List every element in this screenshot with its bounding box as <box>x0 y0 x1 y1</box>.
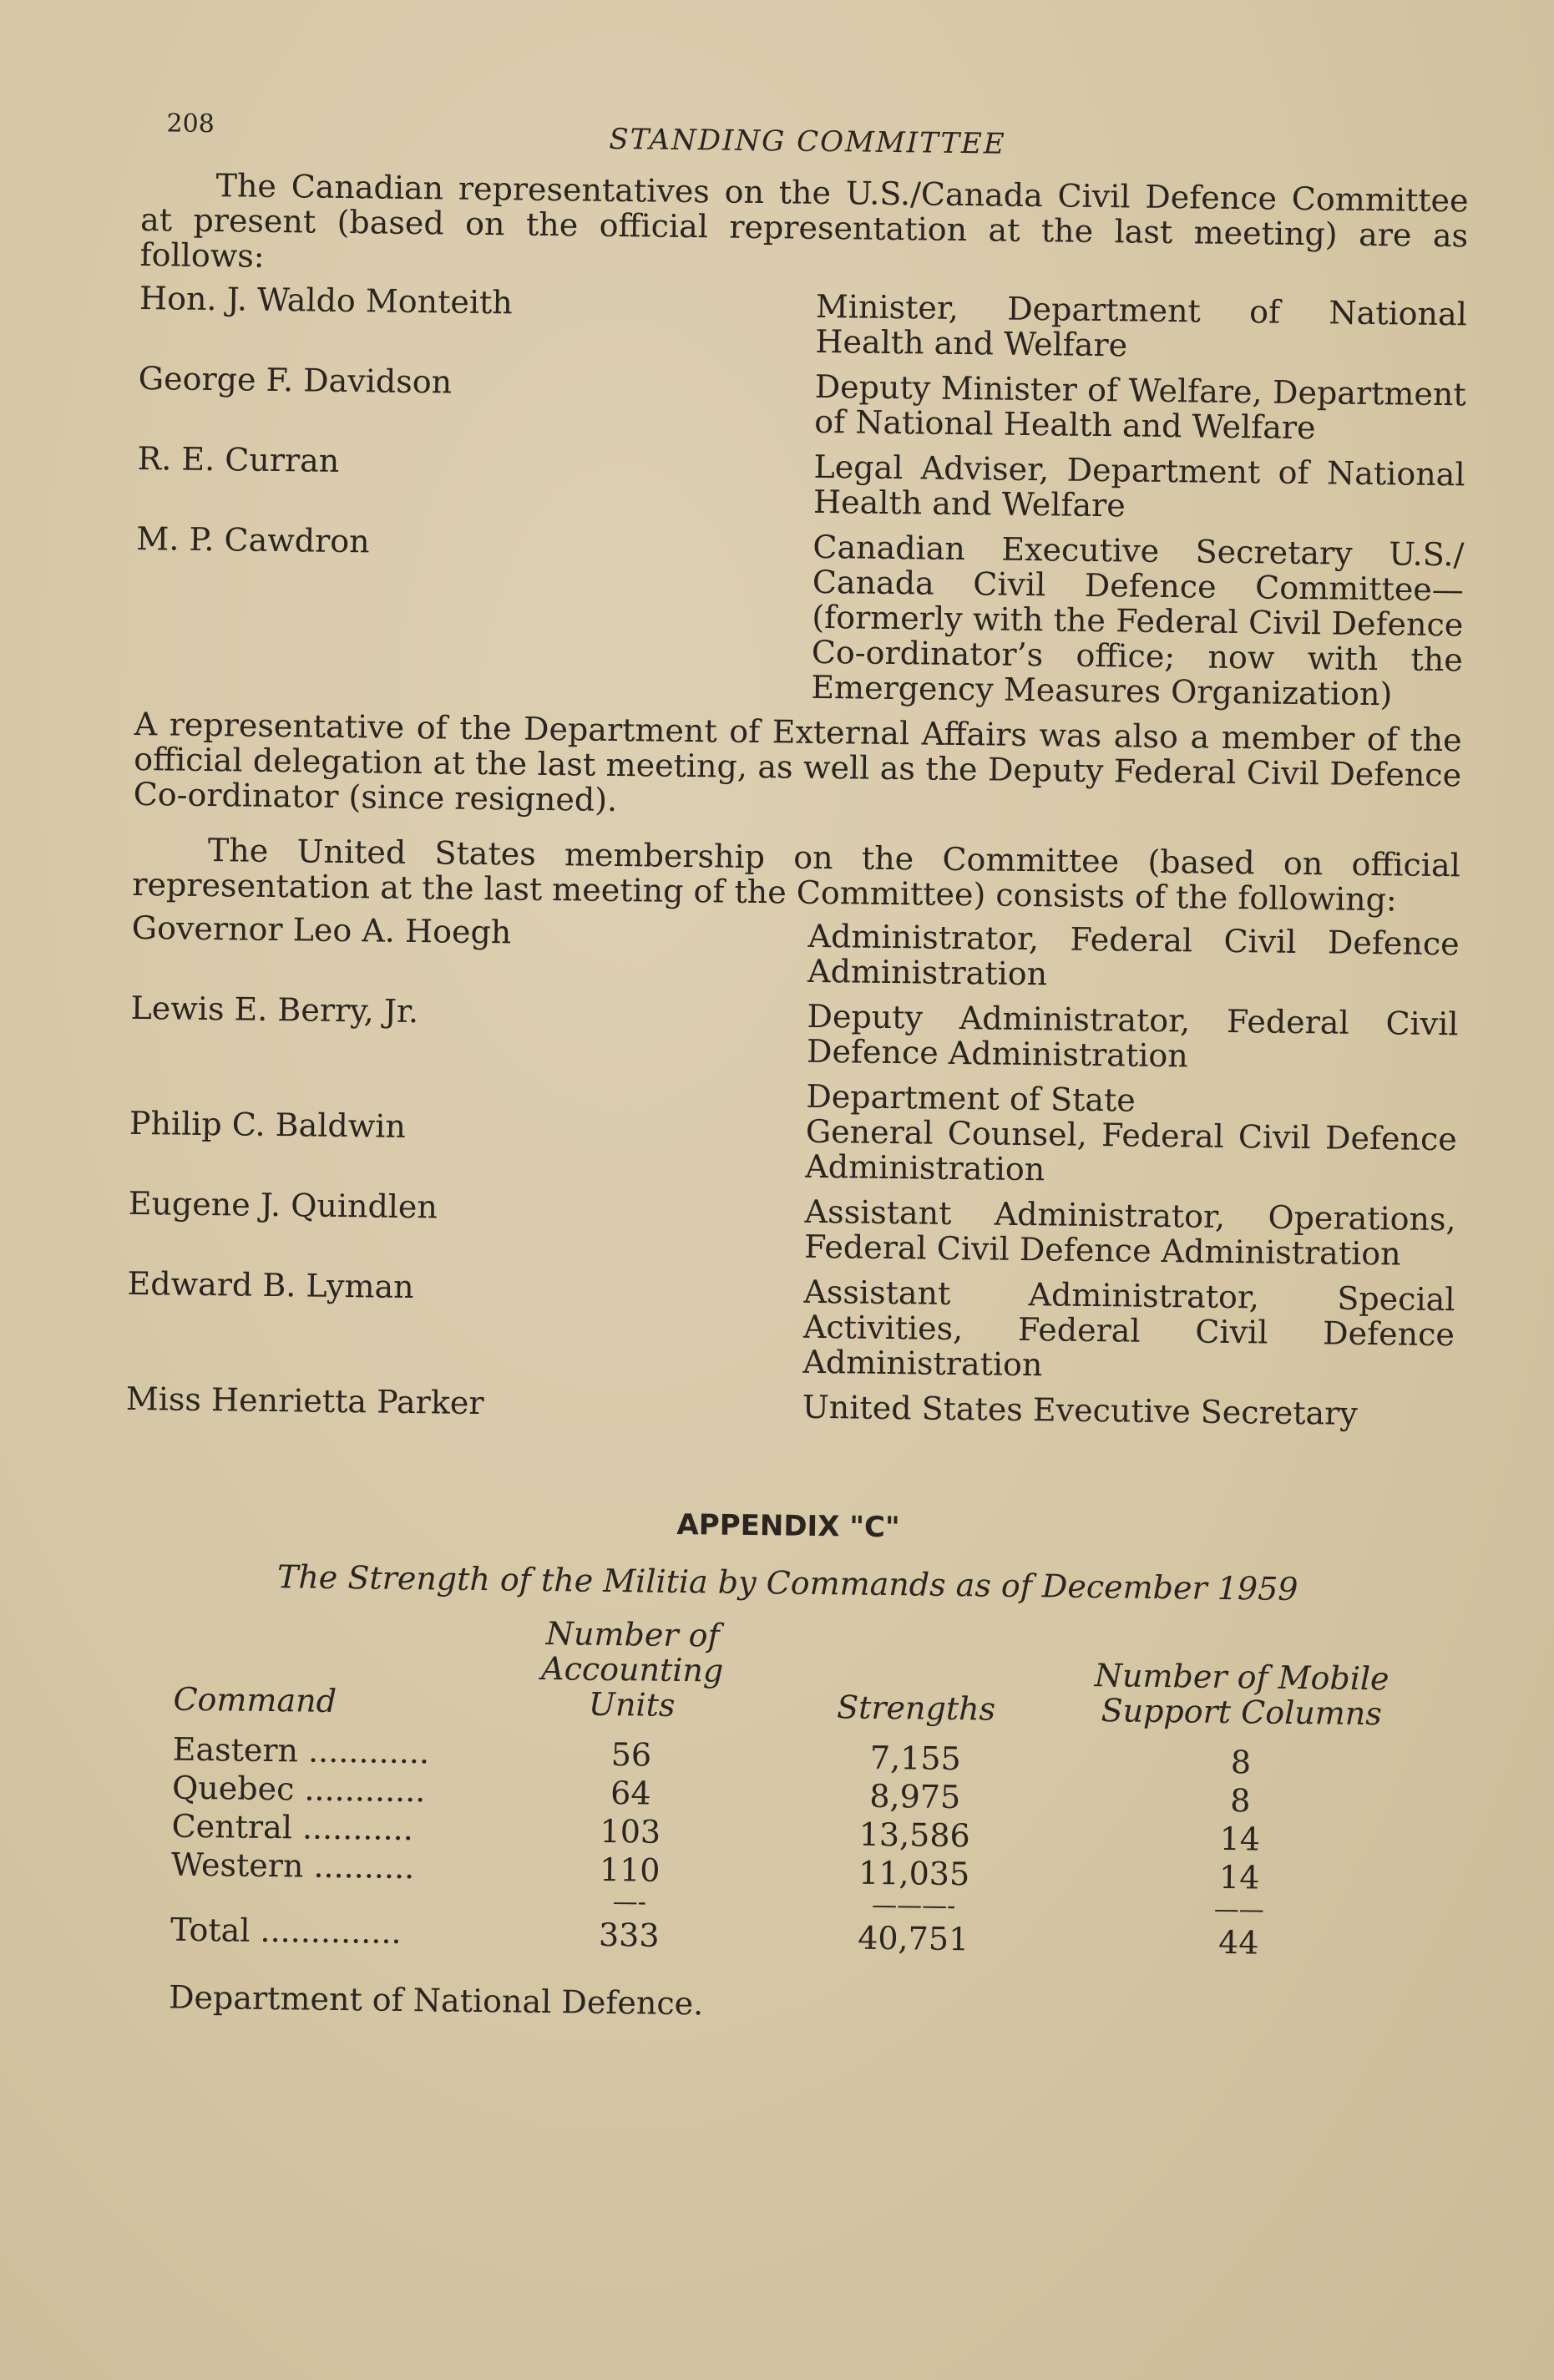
column-header-units: Number of Accounting Units <box>540 1615 724 1724</box>
column-header-mobile-columns: Number of Mobile Support Columns <box>1094 1657 1389 1733</box>
member-name: George F. Davidson <box>138 359 453 401</box>
us-members-list <box>125 910 1459 1442</box>
strength-rule: ———- <box>871 1890 956 1922</box>
total-units: 333 <box>598 1916 660 1954</box>
units-cell: 56 <box>610 1736 652 1774</box>
member-title: General Counsel, Federal Civil Defence Administration <box>805 1112 1458 1188</box>
command-cell: Quebec ............ <box>171 1769 426 1810</box>
units-cell: 103 <box>600 1812 661 1851</box>
strength-cell: 7,155 <box>869 1739 962 1778</box>
member-title: United States Evecutive Secretary <box>802 1388 1359 1432</box>
member-title: Deputy Minister of Welfare, Department of National Health and Welfare <box>813 367 1466 447</box>
units-cell: 64 <box>610 1775 651 1812</box>
appendix-subtitle: The Strength of the Militia by Commands as of December 1959 <box>276 1558 1298 1608</box>
column-header-strengths: Strengths <box>836 1689 996 1728</box>
strength-cell: 13,586 <box>858 1815 970 1855</box>
total-strength: 40,751 <box>857 1919 969 1958</box>
member-name: Eugene J. Quindlen <box>128 1184 438 1226</box>
member-title: Assistant Administrator, Operations, Federal Civil Defence Administration <box>803 1193 1456 1273</box>
member-name: Edward B. Lyman <box>127 1264 414 1306</box>
member-name: Hon. J. Waldo Monteith <box>139 279 514 322</box>
member-name: M. P. Cawdron <box>136 519 370 560</box>
mobile-columns-cell: 14 <box>1218 1858 1260 1896</box>
canadian-members-list <box>134 281 1467 722</box>
member-title: Legal Adviser, Department of National Health and Welfare <box>812 448 1465 524</box>
mobile-columns-rule: —— <box>1213 1894 1265 1925</box>
member-title: Assistant Administrator, Special Activities, Federal Civil Defence Administration <box>802 1273 1455 1384</box>
total-mobile-columns: 44 <box>1217 1923 1259 1962</box>
running-title: STANDING COMMITTEE <box>609 122 1006 161</box>
appendix-title: APPENDIX "C" <box>676 1507 900 1545</box>
command-cell: Western .......... <box>170 1846 415 1886</box>
table-source: Department of National Defence. <box>168 1978 704 2023</box>
units-rule: —- <box>612 1887 647 1917</box>
rule-spacer <box>170 1884 504 1915</box>
us-intro-paragraph: The United States membership on the Committee (based on official representation at the last meeting of the Committee) consists of the following: <box>132 832 1461 919</box>
member-name: Miss Henrietta Parker <box>125 1380 484 1422</box>
total-label: Total .............. <box>170 1911 402 1951</box>
member-name: Philip C. Baldwin <box>129 1104 407 1145</box>
delegation-paragraph: A representative of the Department of External Affairs was also a member of the official delegation at the last meeting, as well as the Deputy Federal Civil Defence Co-ordinator (since resigned). <box>133 705 1462 819</box>
column-header-command: Command <box>173 1680 337 1719</box>
mobile-columns-cell: 8 <box>1230 1744 1252 1781</box>
page-number: 208 <box>166 109 215 139</box>
strength-cell: 8,975 <box>869 1777 961 1816</box>
table-header-row <box>172 1611 1410 1745</box>
member-title: Deputy Administrator, Federal Civil Defence Administration <box>806 997 1459 1075</box>
mobile-columns-cell: 14 <box>1219 1820 1261 1858</box>
strength-cell: 11,035 <box>858 1854 970 1893</box>
command-cell: Eastern ............ <box>172 1730 430 1771</box>
militia-strength-table <box>170 1611 1410 1964</box>
member-name: Governor Leo A. Hoegh <box>131 909 512 951</box>
member-title: Minister, Department of National Health and Welfare <box>815 287 1468 364</box>
member-title: Canadian Executive Secretary U.S./ Canada Civil Defence Committee— (formerly with the Federal Civil Defence Co-ordinator’s office; now with the Emergency Measures Organization) <box>811 528 1465 713</box>
intro-paragraph: The Canadian representatives on the U.S./Canada Civil Defence Committee at present (based on the official representation at the last meeting) are as follows: <box>139 167 1469 275</box>
document-page <box>119 92 1470 2031</box>
member-name: Lewis E. Berry, Jr. <box>130 989 419 1030</box>
member-title: Department of State <box>806 1077 1136 1119</box>
command-cell: Central ........... <box>171 1807 414 1848</box>
units-cell: 110 <box>599 1851 661 1889</box>
member-name: R. E. Curran <box>137 439 340 479</box>
member-title: Administrator, Federal Civil Defence Administration <box>807 917 1460 993</box>
mobile-columns-cell: 8 <box>1230 1782 1251 1820</box>
